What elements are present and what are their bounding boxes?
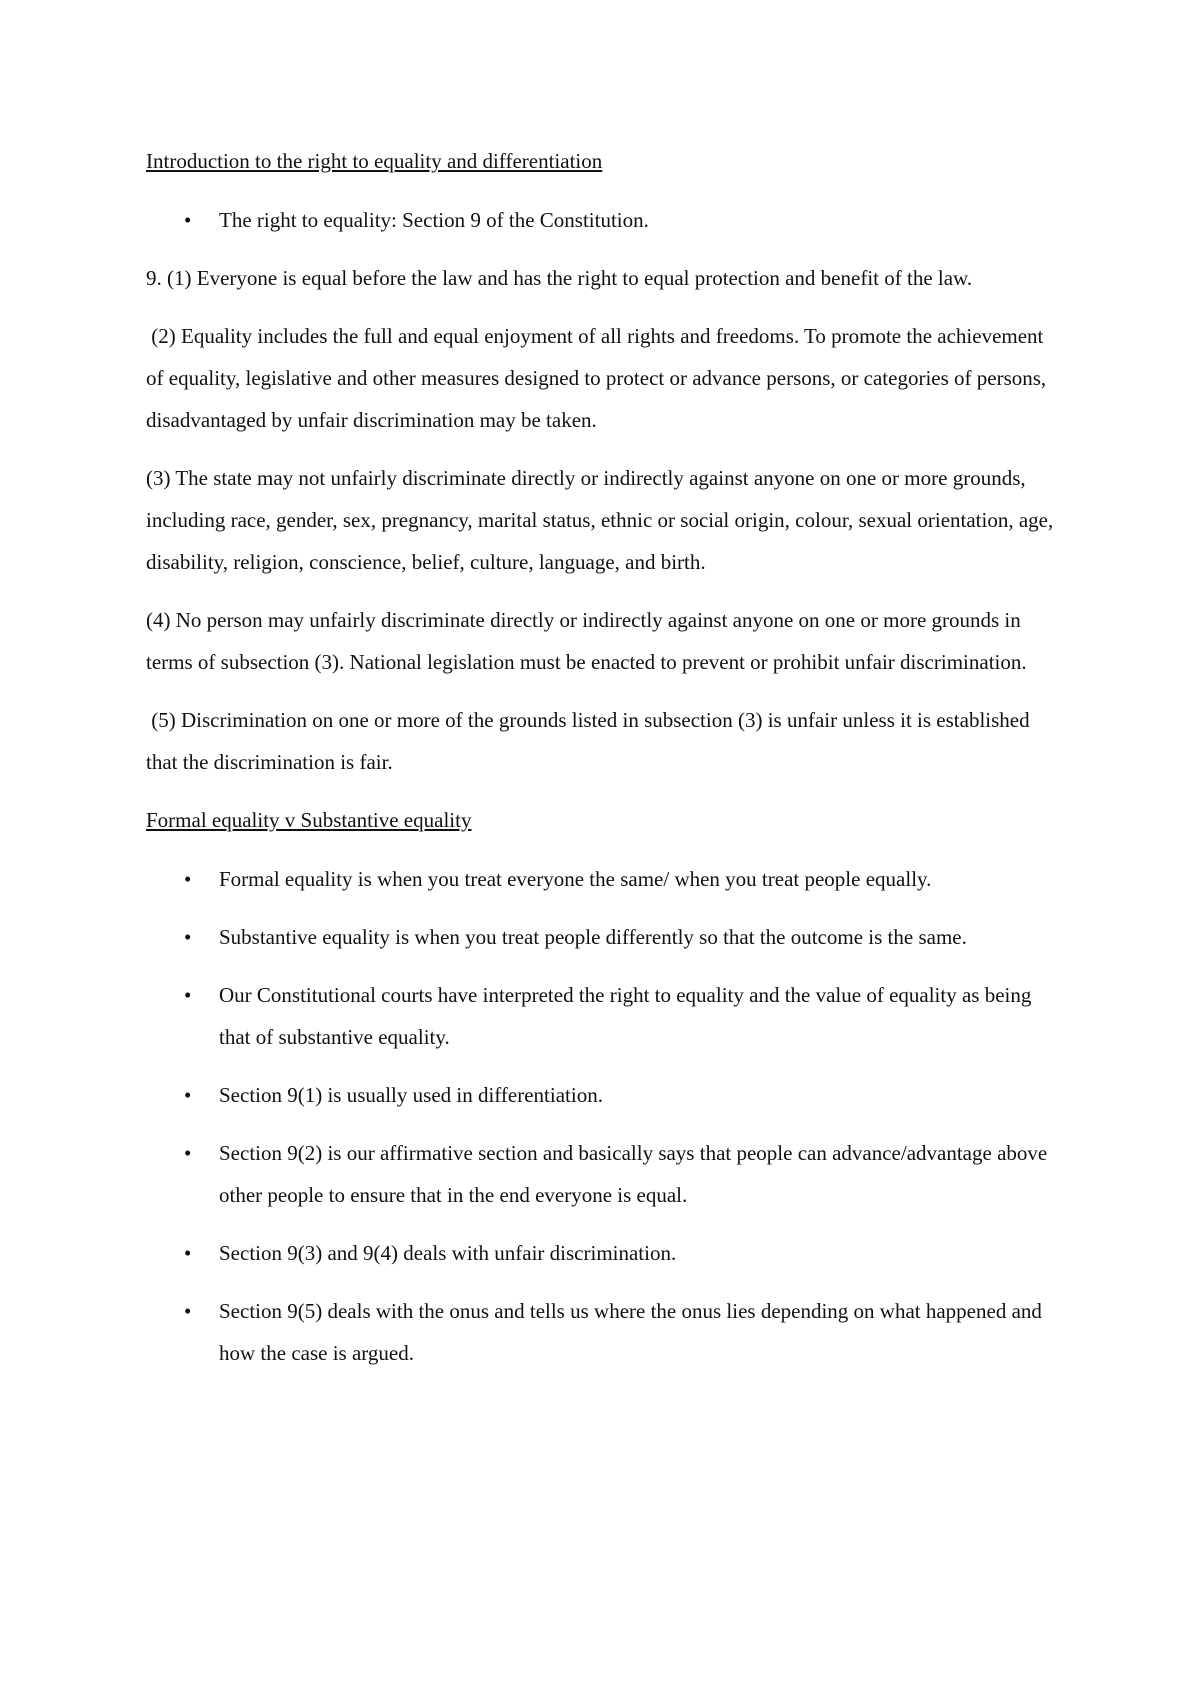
list-item-text: Section 9(2) is our affirmative section and basically says that people can advance/advantage above other people to ensure that in the end everyone is equal. (219, 1141, 1048, 1207)
heading-introduction: Introduction to the right to equality and differentiation (146, 149, 603, 173)
section-9-1: 9. (1) Everyone is equal before the law and has the right to equal protection and benefit of the law. (146, 266, 973, 290)
list-item-text: Our Constitutional courts have interpreted the right to equality and the value of equality as being that of substantive equality. (219, 983, 1032, 1049)
list-item-text: The right to equality: Section 9 of the Constitution. (219, 208, 649, 232)
bullet-icon: • (184, 1141, 192, 1165)
section-9-2: (2) Equality includes the full and equal enjoyment of all rights and freedoms. To promote the achievement of equality, legislative and other measures designed to protect or advance persons, or categories of persons, disadvantaged by unfair discrimination may be taken. (146, 324, 1052, 432)
equality-bullet-list (146, 858, 1066, 1374)
list-item (146, 974, 1066, 1058)
list-item-text: Formal equality is when you treat everyone the same/ when you treat people equally. (219, 867, 932, 891)
bullet-icon: • (184, 1241, 192, 1265)
bullet-icon: • (184, 925, 192, 949)
list-item (146, 1290, 1066, 1374)
section-9-5: (5) Discrimination on one or more of the grounds listed in subsection (3) is unfair unless it is established that the discrimination is fair. (146, 708, 1035, 774)
list-item (146, 858, 1066, 900)
list-item-text: Section 9(5) deals with the onus and tells us where the onus lies depending on what happened and how the case is argued. (219, 1299, 1042, 1365)
section-9-4: (4) No person may unfairly discriminate directly or indirectly against anyone on one or more grounds in terms of subsection (3). National legislation must be enacted to prevent or prohibit unfair discrimination. (146, 608, 1027, 674)
list-item (146, 1232, 1066, 1274)
list-item (146, 1132, 1066, 1216)
list-item (146, 916, 1066, 958)
intro-bullet-list (146, 199, 1066, 241)
list-item (146, 199, 1066, 241)
heading-formal-vs-substantive: Formal equality v Substantive equality (146, 808, 472, 832)
bullet-icon: • (184, 1299, 192, 1323)
bullet-icon: • (184, 208, 192, 232)
bullet-icon: • (184, 867, 192, 891)
list-item-text: Section 9(1) is usually used in differentiation. (219, 1083, 603, 1107)
bullet-icon: • (184, 1083, 192, 1107)
list-item-text: Section 9(3) and 9(4) deals with unfair discrimination. (219, 1241, 677, 1265)
list-item (146, 1074, 1066, 1116)
list-item-text: Substantive equality is when you treat people differently so that the outcome is the same. (219, 925, 967, 949)
section-9-3: (3) The state may not unfairly discriminate directly or indirectly against anyone on one or more grounds, including race, gender, sex, pregnancy, marital status, ethnic or social origin, colour, sexual orientation, age, disability, religion, conscience, belief, culture, language, and birth. (146, 466, 1054, 574)
bullet-icon: • (184, 983, 192, 1007)
document-page (146, 140, 1066, 1390)
